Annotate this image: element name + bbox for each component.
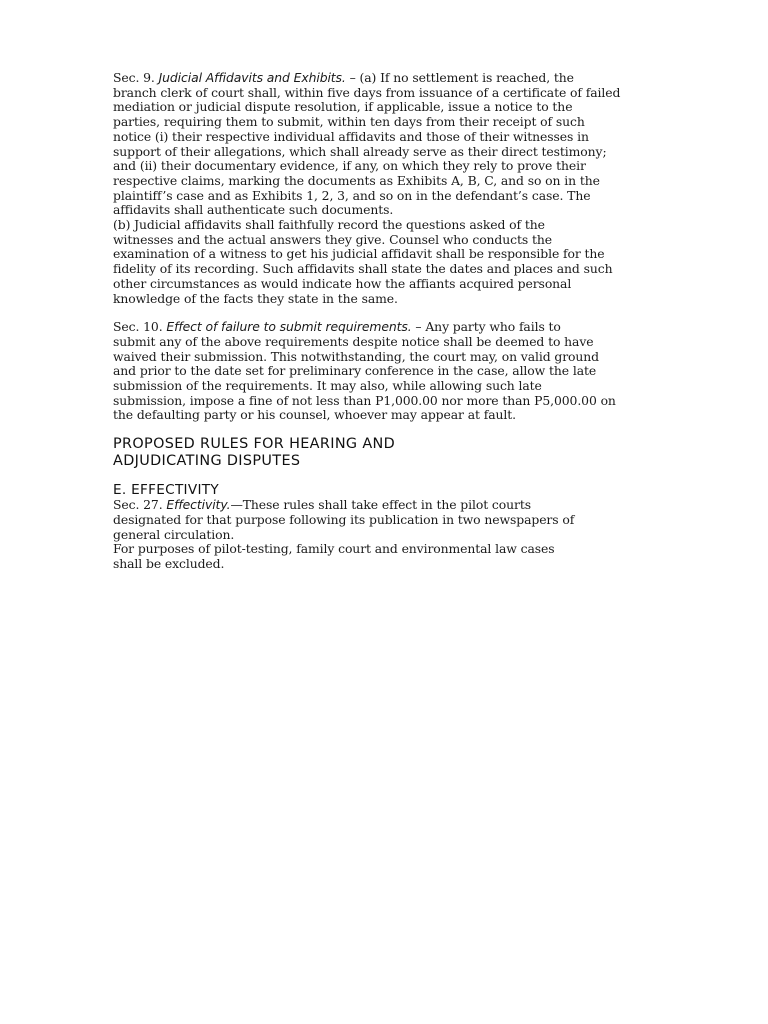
sec10-line: submission, impose a fine of not less than P1,000.00 nor more than P5,000.00 on (113, 392, 616, 408)
sec27-first-line-tail: —These rules shall take effect in the pilot courts (230, 497, 531, 513)
sec9b-line: other circumstances as would indicate how the affiants acquired personal (113, 275, 572, 291)
sec27-label: Sec. 27. (113, 497, 163, 513)
sec9-line: respective claims, marking the documents as Exhibits A, B, C, and so on in the (113, 172, 600, 188)
sec10-line: waived their submission. This notwithstanding, the court may, on valid ground (113, 348, 599, 364)
sec27-line: designated for that purpose following its publication in two newspapers of (113, 511, 575, 527)
effectivity-title: E. EFFECTIVITY (113, 482, 219, 499)
sec9b-line: (b) Judicial affidavits shall faithfully record the questions asked of the (113, 217, 545, 233)
sec9-paragraph (113, 71, 658, 306)
sec27-first-line (113, 498, 658, 513)
sec27-paragraph (113, 498, 658, 572)
sec10-first-line (113, 320, 658, 335)
sec9b-line: fidelity of its recording. Such affidavits shall state the dates and places and such (113, 261, 613, 277)
sec9b-line: knowledge of the facts they state in the same. (113, 290, 398, 306)
sec27-line: For purposes of pilot-testing, family court and environmental law cases (113, 541, 555, 557)
sec9b-line: examination of a witness to get his judicial affidavit shall be responsible for the (113, 246, 605, 262)
sec9-line: and (ii) their documentary evidence, if any, on which they rely to prove their (113, 158, 586, 174)
sec9-line: support of their allegations, which shall already serve as their direct testimony; (113, 143, 607, 159)
sec10-first-line-tail: – Any party who fails to (411, 319, 561, 335)
proposed-rules-title-line: ADJUDICATING DISPUTES (113, 452, 301, 469)
sec9-line: branch clerk of court shall, within five days from issuance of a certificate of failed (113, 84, 621, 100)
sec9b-line: witnesses and the actual answers they give. Counsel who conducts the (113, 231, 552, 247)
proposed-rules-title (113, 436, 658, 469)
sec9-line: parties, requiring them to submit, within ten days from their receipt of such (113, 114, 585, 130)
sec10-paragraph (113, 320, 658, 423)
sec9-line: mediation or judicial dispute resolution, if applicable, issue a notice to the (113, 99, 573, 115)
sec9-line: notice (i) their respective individual affidavits and those of their witnesses in (113, 128, 589, 144)
sec27-heading: Effectivity. (166, 497, 231, 513)
sec9-first-line (113, 71, 658, 86)
sec9-line: affidavits shall authenticate such documents. (113, 202, 394, 218)
sec10-heading: Effect of failure to submit requirements. (166, 319, 412, 335)
sec27-line: general circulation. (113, 526, 235, 542)
sec10-line: submit any of the above requirements despite notice shall be deemed to have (113, 333, 594, 349)
sec9-heading: Judicial Affidavits and Exhibits. (158, 70, 346, 85)
sec10-line: submission of the requirements. It may also, while allowing such late (113, 378, 542, 394)
proposed-rules-title-line: PROPOSED RULES FOR HEARING AND (113, 436, 396, 453)
sec9-label: Sec. 9. (113, 70, 155, 85)
sec9-first-line-tail: – (a) If no settlement is reached, the (345, 70, 574, 85)
sec9-line: plaintiff’s case and as Exhibits 1, 2, 3, and so on in the defendant’s case. The (113, 187, 591, 203)
sec27-line: shall be excluded. (113, 555, 225, 571)
sec10-line: and prior to the date set for preliminary conference in the case, allow the late (113, 363, 597, 379)
sec10-label: Sec. 10. (113, 319, 163, 335)
document-page (113, 71, 658, 572)
sec10-line: the defaulting party or his counsel, whoever may appear at fault. (113, 407, 516, 423)
